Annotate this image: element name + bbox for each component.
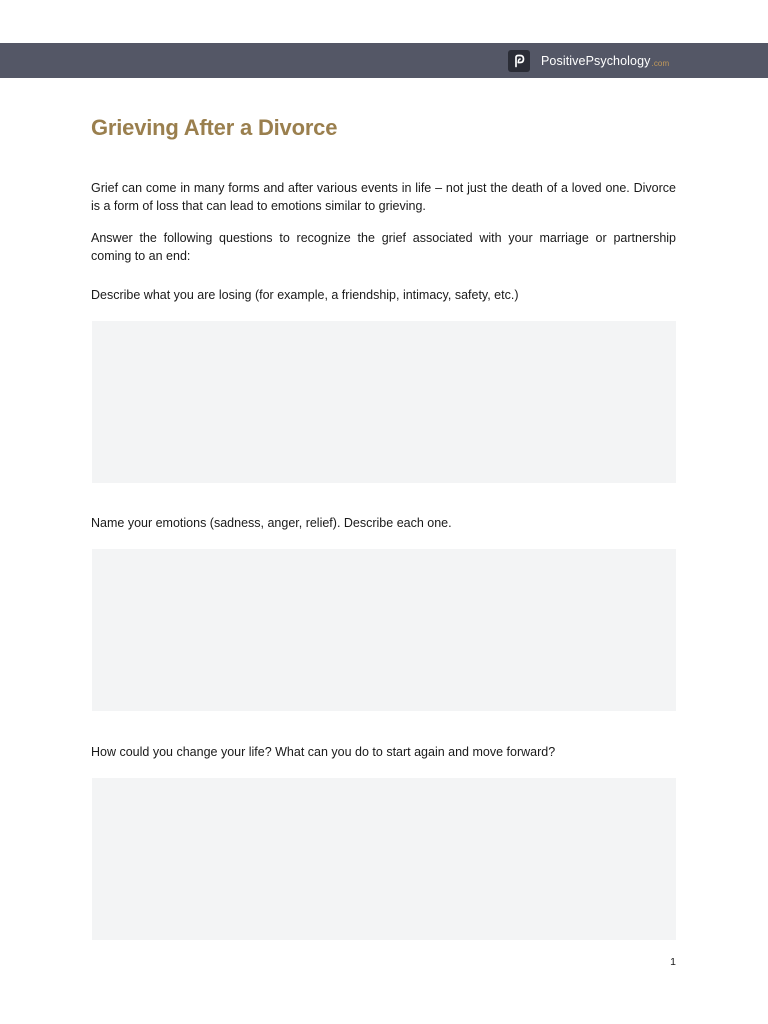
answer-box-2[interactable] [92, 549, 676, 711]
intro-paragraph-2: Answer the following questions to recognize the grief associated with your marriage or partnership coming to an end: [91, 231, 676, 263]
answer-box-1[interactable] [92, 321, 676, 483]
brand-name [541, 54, 669, 68]
brand[interactable] [508, 50, 669, 72]
question-2: Name your emotions (sadness, anger, relief). Describe each one. [91, 516, 452, 530]
page-number: 1 [670, 956, 676, 968]
positivepsychology-logo-icon [508, 50, 530, 72]
answer-box-3[interactable] [92, 778, 676, 940]
brand-suffix: .com [651, 59, 670, 68]
page-title: Grieving After a Divorce [91, 115, 338, 140]
question-3: How could you change your life? What can you do to start again and move forward? [91, 745, 556, 759]
brand-name-text: PositivePsychology [541, 54, 651, 68]
question-1: Describe what you are losing (for example, a friendship, intimacy, safety, etc.) [91, 288, 519, 302]
intro-paragraph-1: Grief can come in many forms and after various events in life – not just the death of a loved one. Divorce is a form of loss that can lead to emotions similar to grieving. [91, 181, 676, 213]
